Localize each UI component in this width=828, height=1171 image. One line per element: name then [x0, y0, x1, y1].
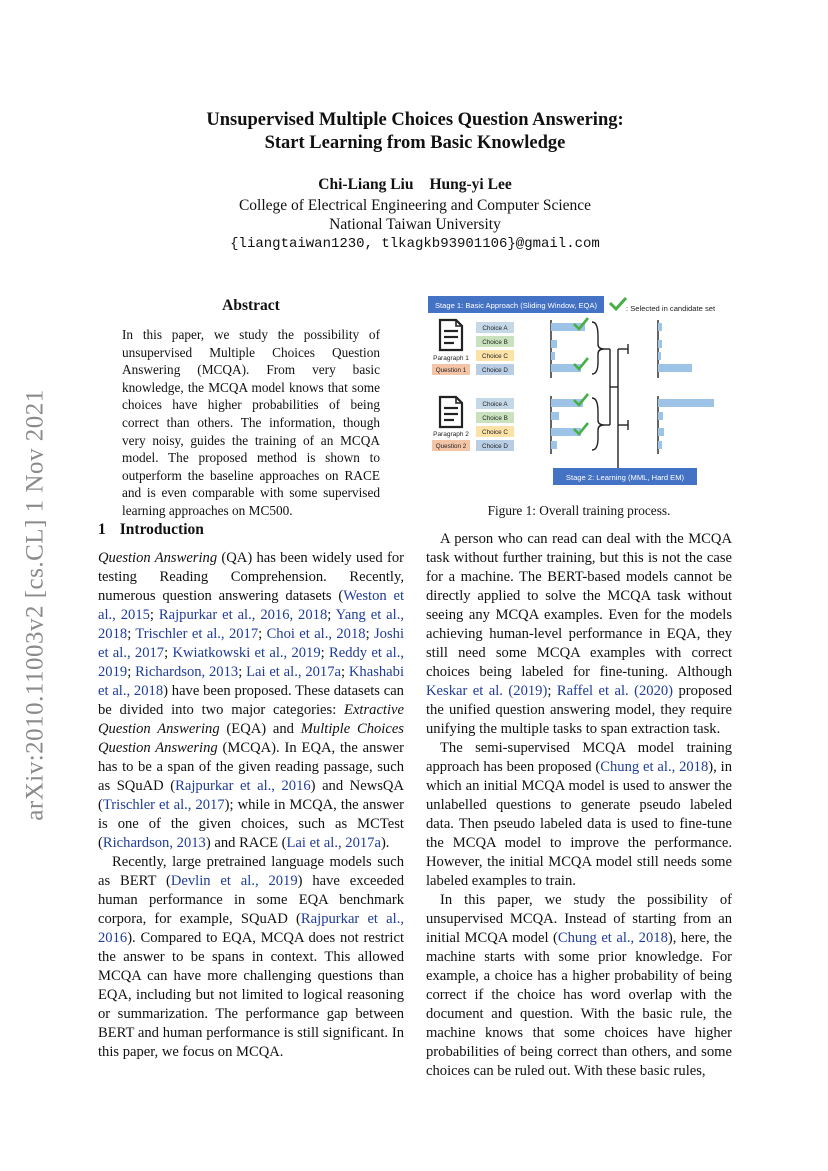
- right-column-text: [426, 530, 732, 1081]
- intro-paragraph-3: A person who can read can deal with the MCQA task without further training, but this is not the case for a machine. The BERT-based models cannot be directly applied to solve the MCQA task without seeing any MCQA examples. Even for the models achieving human-level performance in EQA, they still need some MCQA examples with correct choices being labeled for fine-tuning. Although Keskar et al. (2019); Raffel et al. (2020) proposed the unified question answering model, they require unifying the multiple tasks to span extraction task.: [426, 531, 733, 737]
- score-bar: [551, 441, 557, 449]
- title-line-2: Start Learning from Basic Knowledge: [264, 133, 566, 153]
- question-1-label: Question 1: [435, 367, 467, 374]
- paper-title: [100, 109, 730, 155]
- section-heading: [98, 521, 204, 539]
- citation-link[interactable]: Kwiatkowski et al., 2019: [172, 645, 321, 661]
- citation-link[interactable]: Lai et al., 2017a: [246, 664, 341, 680]
- affiliation-line-1: College of Electrical Engineering and Computer Science: [238, 197, 592, 214]
- score-bar: [551, 352, 555, 360]
- choice-c-label: Choice C: [482, 353, 508, 360]
- author-1: Chi-Liang Liu: [318, 176, 414, 193]
- score-bar: [551, 340, 557, 348]
- section-title: Introduction: [119, 521, 204, 538]
- arxiv-identifier: [16, 365, 56, 845]
- stage-1-label: Stage 1: Basic Approach (Sliding Window, EQA): [434, 301, 598, 310]
- score-bar: [658, 340, 662, 348]
- author-email: {liangtaiwan1230, tlkagkb93901106}@gmail.com: [230, 236, 600, 252]
- citation-link[interactable]: Joshi et al., 2017: [98, 626, 405, 661]
- choice-b-label: Choice B: [482, 339, 508, 346]
- citation-link[interactable]: Trischler et al., 2017: [135, 626, 259, 642]
- check-icon: [610, 298, 626, 309]
- legend-label: : Selected in candidate set: [626, 304, 716, 313]
- author-list: [100, 176, 730, 194]
- score-bar: [658, 364, 692, 372]
- citation-link[interactable]: Choi et al., 2018: [266, 626, 366, 642]
- figure-caption: Figure 1: Overall training process.: [487, 503, 671, 518]
- bracket: [592, 322, 604, 374]
- arxiv-identifier-text: arXiv:2010.11003v2 [cs.CL] 1 Nov 2021: [22, 389, 50, 821]
- choice-b-label: Choice B: [482, 415, 508, 422]
- abstract-heading: Abstract: [222, 297, 280, 314]
- citation-link[interactable]: Lai et al., 2017a: [286, 835, 381, 851]
- citation-link[interactable]: Rajpurkar et al., 2016, 2018: [158, 607, 328, 623]
- citation-link[interactable]: Yang et al., 2018: [98, 607, 404, 642]
- intro-paragraph-4: The semi-supervised MCQA model training approach has been proposed (Chung et al., 2018), in which an initial MCQA model is used to answer the unlabelled questions to generate pseudo labeled data. Then pseudo labeled data is used to fine-tune the MCQA model to improve the performance. However, the initial MCQA model still needs some labeled examples to train.: [426, 740, 732, 889]
- choice-a-label: Choice A: [482, 325, 508, 332]
- citation-link[interactable]: Chung et al., 2018: [557, 930, 668, 946]
- paragraph-2-label: Paragraph 2: [433, 431, 469, 438]
- title-line-1: Unsupervised Multiple Choices Question Answering:: [206, 110, 624, 130]
- author-2: Hung-yi Lee: [429, 176, 512, 193]
- figure-1: [426, 294, 732, 494]
- intro-paragraph-2: Recently, large pretrained language models such as BERT (Devlin et al., 2019) have exceeded human performance in some EQA benchmark corpora, for example, SQuAD (Rajpurkar et al., 2016). Compared to EQA, MCQA does not restrict the answer to be spans in context. This allowed MCQA can have more challenging questions than EQA, including but not limited to logical reasoning or summarization. The performance gap between BERT and human performance is still significant. In this paper, we focus on MCQA.: [98, 854, 404, 1060]
- paragraph-1-label: Paragraph 1: [433, 355, 469, 362]
- score-bar: [658, 441, 662, 449]
- score-bar: [658, 323, 662, 331]
- document-icon: [440, 397, 462, 427]
- citation-link[interactable]: Devlin et al., 2019: [170, 873, 298, 889]
- choice-a-label: Choice A: [482, 401, 508, 408]
- left-column-text: [98, 549, 404, 1062]
- score-bar: [658, 399, 714, 407]
- check-icon: [574, 358, 588, 369]
- question-2-label: Question 2: [435, 443, 467, 450]
- affiliation: [100, 196, 730, 234]
- affiliation-line-2: National Taiwan University: [329, 216, 501, 233]
- citation-link[interactable]: Rajpurkar et al., 2016: [98, 911, 404, 946]
- abstract-body: In this paper, we study the possibility of unsupervised Multiple Choices Question Answering (MCQA). From very basic knowledge, the MCQA model knows that some choices have higher probabilities of being correct than others. The information, though very noisy, guides the training of an MCQA model. The proposed method is shown to outperform the baseline approaches on RACE and is even comparable with some supervised learning approaches on MC500.: [122, 327, 380, 518]
- choice-d-label: Choice D: [482, 443, 508, 450]
- score-bar: [658, 412, 663, 420]
- citation-link[interactable]: Reddy et al., 2019: [98, 645, 405, 680]
- intro-paragraph-1: Question Answering (QA) has been widely used for testing Reading Comprehension. Recently, numerous question answering datasets (Weston et al., 2015; Rajpurkar et al., 2016, 2018; Yang et al., 2018; Trischler et al., 2017; Choi et al., 2018; Joshi et al., 2017; Kwiatkowski et al., 2019; Reddy et al., 2019; Richardson, 2013; Lai et al., 2017a; Khashabi et al., 2018) have been proposed. These datasets can be divided into two major categories: Extractive Question Answering (EQA) and Multiple Choices Question Answering (MCQA). In EQA, the answer has to be a span of the given reading passage, such as SQuAD (Rajpurkar et al., 2016) and NewsQA (Trischler et al., 2017); while in MCQA, the answer is one of the given choices, such as MCTest (Richardson, 2013) and RACE (Lai et al., 2017a).: [98, 550, 405, 851]
- citation-link[interactable]: Richardson, 2013: [102, 835, 206, 851]
- choice-d-label: Choice D: [482, 367, 508, 374]
- citation-link[interactable]: Trischler et al., 2017: [102, 797, 225, 813]
- score-bar: [658, 428, 664, 436]
- citation-link[interactable]: Chung et al., 2018: [600, 759, 709, 775]
- score-bar: [551, 412, 559, 420]
- citation-link[interactable]: Rajpurkar et al., 2016: [175, 778, 311, 794]
- section-number: 1: [98, 521, 106, 538]
- stage-2-label: Stage 2: Learning (MML, Hard EM): [565, 473, 685, 482]
- score-bar: [658, 352, 661, 360]
- training-process-diagram: [426, 294, 732, 494]
- citation-link[interactable]: Keskar et al. (2019): [426, 683, 548, 699]
- choice-c-label: Choice C: [482, 429, 508, 436]
- citation-link[interactable]: Raffel et al. (2020): [556, 683, 674, 699]
- document-icon: [440, 320, 462, 350]
- citation-link[interactable]: Khashabi et al., 2018: [98, 664, 404, 699]
- citation-link[interactable]: Richardson, 2013: [135, 664, 239, 680]
- citation-link[interactable]: Weston et al., 2015: [98, 588, 405, 623]
- intro-paragraph-5: In this paper, we study the possibility of unsupervised MCQA. Instead of starting from an initial MCQA model (Chung et al., 2018), here, the machine starts with some prior knowledge. For example, a choice has a higher probability of being correct if the choice has word overlap with the document and question. With the basic rule, the machine knows that some choices have higher probabilities of being correct than others, and some choices can be ruled out. With these basic rules,: [426, 892, 732, 1079]
- bracket: [592, 398, 604, 450]
